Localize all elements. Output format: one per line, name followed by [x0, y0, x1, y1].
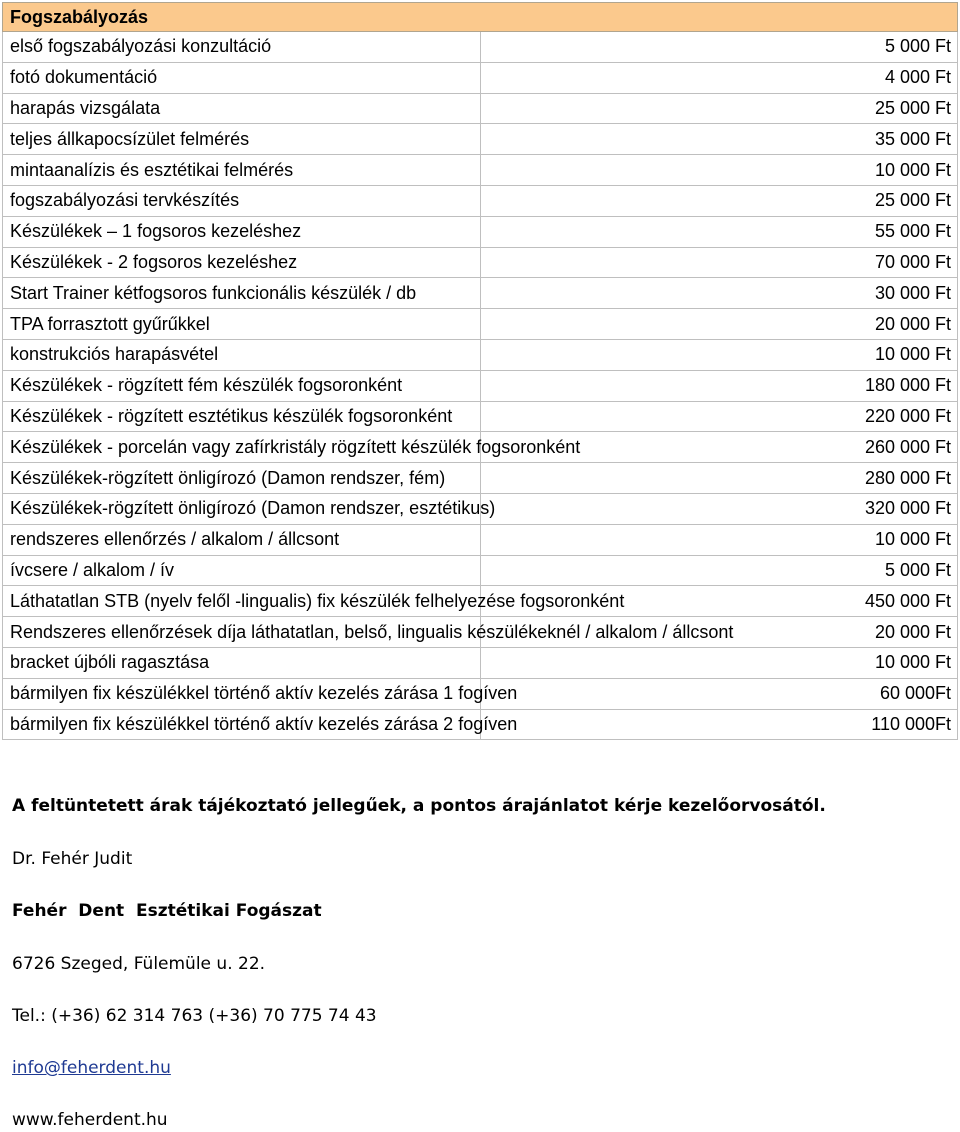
table-row	[3, 309, 958, 340]
table-row	[3, 124, 958, 155]
service-price: 70 000 Ft	[480, 247, 958, 278]
service-price: 5 000 Ft	[480, 555, 958, 586]
service-price: 25 000 Ft	[480, 185, 958, 216]
service-price: 450 000 Ft	[480, 586, 958, 617]
website-text: www.feherdent.hu	[12, 1110, 168, 1130]
service-price: 55 000 Ft	[480, 216, 958, 247]
service-name: első fogszabályozási konzultáció	[3, 32, 481, 63]
table-header-row	[3, 3, 958, 32]
service-name: ívcsere / alkalom / ív	[3, 555, 481, 586]
table-row	[3, 278, 958, 309]
service-name: rendszeres ellenőrzés / alkalom / állcsont	[3, 524, 481, 555]
table-row	[3, 339, 958, 370]
table-row	[3, 463, 958, 494]
service-name: fotó dokumentáció	[3, 62, 481, 93]
clinic-address: 6726 Szeged, Fülemüle u. 22.	[12, 954, 266, 974]
service-price: 10 000 Ft	[480, 339, 958, 370]
table-row	[3, 647, 958, 678]
service-price: 220 000 Ft	[480, 401, 958, 432]
service-price: 320 000 Ft	[480, 493, 958, 524]
service-price: 180 000 Ft	[480, 370, 958, 401]
table-row	[3, 401, 958, 432]
service-name: TPA forrasztott gyűrűkkel	[3, 309, 481, 340]
price-disclaimer: A feltüntetett árak tájékoztató jellegűek, a pontos árajánlatot kérje kezelőorvosától.	[12, 796, 826, 816]
table-row	[3, 216, 958, 247]
service-price: 30 000 Ft	[480, 278, 958, 309]
table-row	[3, 586, 958, 617]
table-row	[3, 709, 958, 740]
service-name: Készülékek - rögzített esztétikus készülék fogsoronként	[3, 401, 481, 432]
service-price: 4 000 Ft	[480, 62, 958, 93]
table-title: Fogszabályozás	[3, 3, 958, 32]
table-row	[3, 493, 958, 524]
table-row	[3, 678, 958, 709]
service-name: bármilyen fix készülékkel történő aktív kezelés zárása 2 fogíven	[3, 709, 481, 740]
table-row	[3, 617, 958, 648]
table-row	[3, 432, 958, 463]
service-name: Készülékek-rögzített önligírozó (Damon rendszer, fém)	[3, 463, 481, 494]
table-row	[3, 555, 958, 586]
price-table	[2, 2, 958, 740]
table-row	[3, 524, 958, 555]
table-row	[3, 93, 958, 124]
service-name: bármilyen fix készülékkel történő aktív kezelés zárása 1 fogíven	[3, 678, 481, 709]
service-price: 20 000 Ft	[480, 617, 958, 648]
service-price: 110 000Ft	[480, 709, 958, 740]
email-link[interactable]: info@feherdent.hu	[12, 1058, 171, 1078]
service-name: Készülékek - rögzített fém készülék fogsoronként	[3, 370, 481, 401]
table-row	[3, 155, 958, 186]
service-price: 20 000 Ft	[480, 309, 958, 340]
service-name: harapás vizsgálata	[3, 93, 481, 124]
service-price: 10 000 Ft	[480, 647, 958, 678]
service-price: 280 000 Ft	[480, 463, 958, 494]
table-row	[3, 32, 958, 63]
service-price: 60 000Ft	[480, 678, 958, 709]
doctor-name: Dr. Fehér Judit	[12, 849, 133, 869]
service-name: fogszabályozási tervkészítés	[3, 185, 481, 216]
service-price: 10 000 Ft	[480, 155, 958, 186]
table-row	[3, 185, 958, 216]
service-name: Készülékek - 2 fogsoros kezeléshez	[3, 247, 481, 278]
service-name: Készülékek - porcelán vagy zafírkristály rögzített készülék fogsoronként	[3, 432, 481, 463]
clinic-phone: Tel.: (+36) 62 314 763 (+36) 70 775 74 43	[12, 1006, 377, 1026]
service-name: konstrukciós harapásvétel	[3, 339, 481, 370]
service-price: 5 000 Ft	[480, 32, 958, 63]
service-name: Rendszeres ellenőrzések díja láthatatlan, belső, lingualis készülékeknél / alkalom / állcsont	[3, 617, 481, 648]
service-name: Készülékek – 1 fogsoros kezeléshez	[3, 216, 481, 247]
service-name: Láthatatlan STB (nyelv felől -lingualis) fix készülék felhelyezése fogsoronként	[3, 586, 481, 617]
service-name: Start Trainer kétfogsoros funkcionális készülék / db	[3, 278, 481, 309]
service-price: 35 000 Ft	[480, 124, 958, 155]
table-row	[3, 247, 958, 278]
service-price: 25 000 Ft	[480, 93, 958, 124]
service-name: bracket újbóli ragasztása	[3, 647, 481, 678]
service-name: mintaanalízis és esztétikai felmérés	[3, 155, 481, 186]
service-name: teljes állkapocsízület felmérés	[3, 124, 481, 155]
service-name: Készülékek-rögzített önligírozó (Damon rendszer, esztétikus)	[3, 493, 481, 524]
table-row	[3, 370, 958, 401]
service-price: 260 000 Ft	[480, 432, 958, 463]
clinic-name: Fehér Dent Esztétikai Fogászat	[12, 901, 322, 921]
table-row	[3, 62, 958, 93]
service-price: 10 000 Ft	[480, 524, 958, 555]
